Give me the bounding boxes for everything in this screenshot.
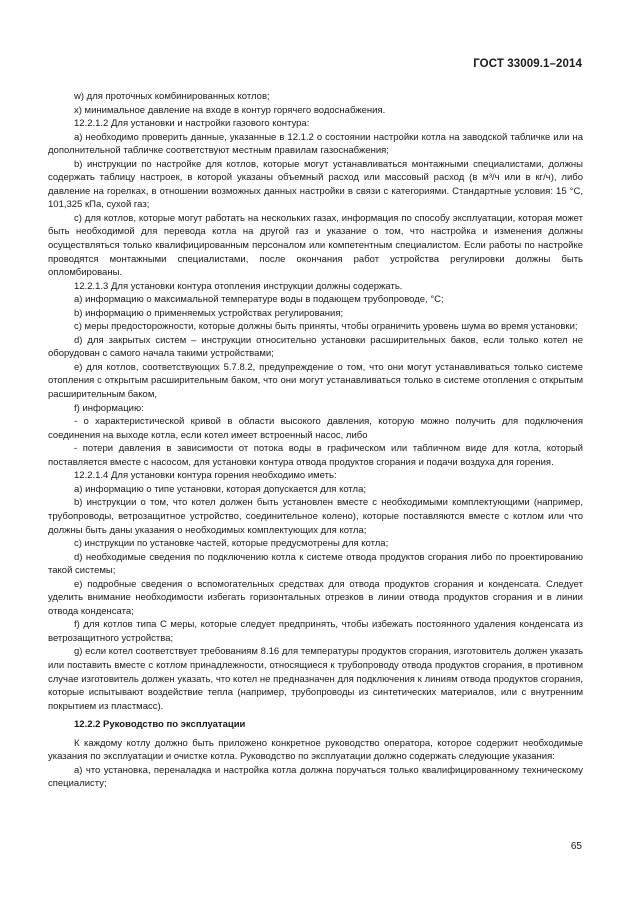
paragraph: b) информацию о применяемых устройствах регулирования; xyxy=(74,307,344,319)
paragraph: c) для котлов, которые могут работать на нескольких газах, информация по способу эксплуатации, которая может быть необходимой для перевода котла на другой газ и указание о том, что настройка и изменения должны осуществляться только квалифицированным персоналом или компетентным специалистом. Если работы по настройке проводятся монтажными специалистами, после окончания работ устройства регулировки должны быть опломбированы. xyxy=(48,212,583,279)
paragraph: w) для проточных комбинированных котлов; xyxy=(74,91,270,102)
paragraph: 12.2.1.2 Для установки и настройки газового контура: xyxy=(74,118,310,130)
paragraph: a) информацию о максимальной температуре воды в подающем трубопроводе, °C; xyxy=(74,294,444,306)
paragraph: a) необходимо проверить данные, указанные в 12.1.2 о состоянии настройки котла на заводской табличке или на дополнительной табличке соответствуют местным правилам газоснабжения; xyxy=(48,131,583,157)
paragraph: 12.2.1.4 Для установки контура горения необходимо иметь: xyxy=(74,470,337,482)
page-number: 65 xyxy=(570,841,582,852)
section-heading: 12.2.2 Руководство по эксплуатации xyxy=(74,719,246,731)
paragraph: a) что установка, переналадка и настройка котла должна поручаться только квалифицированному техническому специалисту; xyxy=(48,764,583,790)
paragraph: c) инструкции по установке частей, которые предусмотрены для котла; xyxy=(74,538,389,550)
paragraph: a) информацию о типе установки, которая допускается для котла; xyxy=(74,483,367,495)
paragraph: - потери давления в зависимости от потока воды в графическом или табличном виде для котла, который поставляется вместе с насосом, для установки контура отвода продуктов сгорания и подачи воздуха для горения. xyxy=(48,443,583,468)
paragraph: e) подробные сведения о вспомогательных средствах для отвода продуктов сгорания и конденсата. Следует уделить внимание необходимости избегать горизонтальных отрезков в линии отвода продуктов сгорания и в линии отвода конденсата; xyxy=(48,578,583,617)
paragraph: x) минимальное давление на входе в контур горячего водоснабжения. xyxy=(74,104,386,116)
paragraph: g) если котел соответствует требованиям 8.16 для температуры продуктов сгорания, изготовитель должен указать или поставить вместе с котлом принадлежности, относящиеся к трубопроводу отвода продуктов сгорания, в противном случае изготовитель должен указать, что котел не предназначен для подключения к линиям отвода продуктов сгорания, которые испытывают воздействие тепла (например, трубопроводы из синтетических материалов, или с внутренним покрытием из пластмасс). xyxy=(48,646,583,712)
paragraph: c) меры предосторожности, которые должны быть приняты, чтобы ограничить уровень шума во время установки; xyxy=(74,321,578,333)
paragraph: d) для закрытых систем – инструкции относительно установки расширительных баков, если только котел не оборудован с самого начала такими устройствами; xyxy=(48,334,583,360)
paragraph: 12.2.1.3 Для установки контура отопления инструкции должны содержать. xyxy=(74,280,403,292)
standard-header: ГОСТ 33009.1–2014 xyxy=(473,58,582,70)
paragraph: f) для котлов типа C меры, которые следует предпринять, чтобы избежать постоянного удаления конденсата из ветрозащитного устройства; xyxy=(48,619,583,644)
paragraph: d) необходимые сведения по подключению котла к системе отвода продуктов сгорания либо по проектированию такой системы; xyxy=(48,551,583,577)
paragraph: - о характеристической кривой в области высокого давления, которую можно получить для подключения соединения на выходе котла, если котел имеет встроенный насос, либо xyxy=(48,416,583,441)
paragraph: К каждому котлу должно быть приложено конкретное руководство оператора, которое содержит необходимые указания по эксплуатации и очистке котла. Руководство по эксплуатации должно содержать следующие указания: xyxy=(48,737,583,763)
paragraph: b) инструкции о том, что котел должен быть установлен вместе с необходимыми комплектующими (например, трубопроводы, ветрозащитное устройство, соединительное колено), которые поставляются вместе с котлом или что должны быть даны указания о необходимых комплектующих для котла; xyxy=(48,497,583,536)
paragraph: e) для котлов, соответствующих 5.7.8.2, предупреждение о том, что они могут устанавливаться только системе отопления с открытым расширительным баком, что они могут устанавливаться только в системе отопления с открытым расширительным баком, xyxy=(48,361,583,401)
document-body xyxy=(48,90,583,791)
paragraph: b) инструкции по настройке для котлов, которые могут устанавливаться монтажными специалистами, должны содержать таблицу настроек, в которой указаны объемный расход или массовый расход (в м³/ч или в кг/ч), либо давление на горелках, в отношении возможных данных настройки в связи с категориями. Стандартные условия: 15 °C, 101,325 кПа, сухой газ; xyxy=(48,158,583,211)
paragraph: f) информацию: xyxy=(74,402,144,414)
